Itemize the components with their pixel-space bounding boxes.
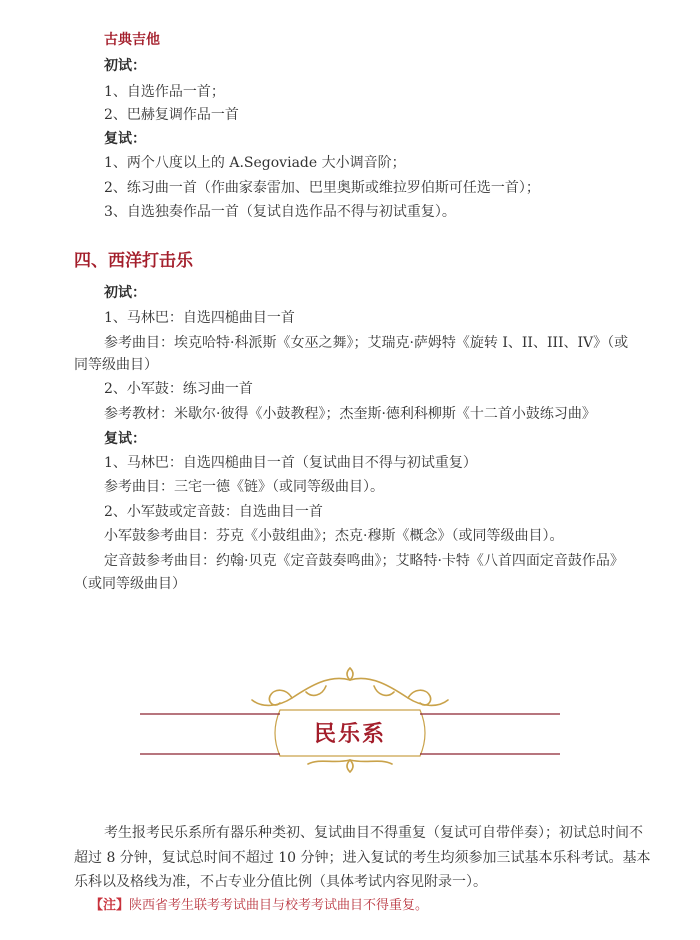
- guitar-initial-item-2: 2、巴赫复调作品一首: [104, 107, 239, 123]
- percussion-retest-line-1: 1、马林巴：自选四槌曲目一首（复试曲目不得与初试重复）: [104, 455, 477, 471]
- percussion-initial-line-3: 同等级曲目）: [74, 357, 158, 373]
- folk-paragraph-line-2: 超过 8 分钟，复试总时间不超过 10 分钟；进入复试的考生均须参加三试基本乐科考试。基本: [74, 850, 651, 866]
- percussion-retest-line-5: 定音鼓参考曲目：约翰·贝克《定音鼓奏鸣曲》；艾略特·卡特《八首四面定音鼓作品》: [104, 553, 624, 569]
- folk-paragraph-line-3: 乐科以及格线为准，不占专业分值比例（具体考试内容见附录一）。: [74, 874, 487, 890]
- guitar-initial-label: 初试：: [104, 58, 146, 74]
- guitar-retest-item-2: 2、练习曲一首（作曲家泰雷加、巴里奥斯或维拉罗伯斯可任选一首）；: [104, 180, 540, 196]
- percussion-initial-label: 初试：: [104, 285, 146, 301]
- guitar-retest-item-1: 1、两个八度以上的 A.Segoviade 大小调音阶；: [104, 155, 406, 171]
- percussion-initial-line-4: 2、小军鼓：练习曲一首: [104, 381, 253, 397]
- note-text: 陕西省考生联考考试曲目与校考考试曲目不得重复。: [129, 898, 429, 913]
- folk-note: [90, 897, 428, 915]
- percussion-initial-line-5: 参考教材：米歇尔·彼得《小鼓教程》；杰奎斯·德利科柳斯《十二首小鼓练习曲》: [104, 406, 596, 422]
- percussion-title: 四、西洋打击乐: [74, 251, 193, 271]
- department-title: 民乐系: [313, 721, 386, 747]
- percussion-retest-line-2: 参考曲目：三宅一德《链》（或同等级曲目）。: [104, 479, 384, 495]
- percussion-retest-line-3: 2、小军鼓或定音鼓：自选曲目一首: [104, 504, 323, 520]
- percussion-retest-label: 复试：: [104, 431, 146, 447]
- guitar-retest-item-3: 3、自选独奏作品一首（复试自选作品不得与初试重复）。: [104, 204, 456, 220]
- percussion-initial-line-2: 参考曲目：埃克哈特·科派斯《女巫之舞》；艾瑞克·萨姆特《旋转 I、II、III、IV》（或: [104, 335, 629, 351]
- percussion-retest-line-4: 小军鼓参考曲目：芬克《小鼓组曲》；杰克·穆斯《概念》（或同等级曲目）。: [104, 528, 564, 544]
- guitar-initial-item-1: 1、自选作品一首；: [104, 84, 225, 100]
- percussion-retest-line-6: （或同等级曲目）: [74, 576, 186, 592]
- note-bracket: 【注】: [90, 898, 130, 913]
- guitar-title: 古典吉他: [104, 32, 160, 48]
- folk-paragraph-line-1: 考生报考民乐系所有器乐种类初、复试曲目不得重复（复试可自带伴奏）；初试总时间不: [104, 825, 643, 841]
- guitar-retest-label: 复试：: [104, 131, 146, 147]
- percussion-initial-line-1: 1、马林巴：自选四槌曲目一首: [104, 310, 295, 326]
